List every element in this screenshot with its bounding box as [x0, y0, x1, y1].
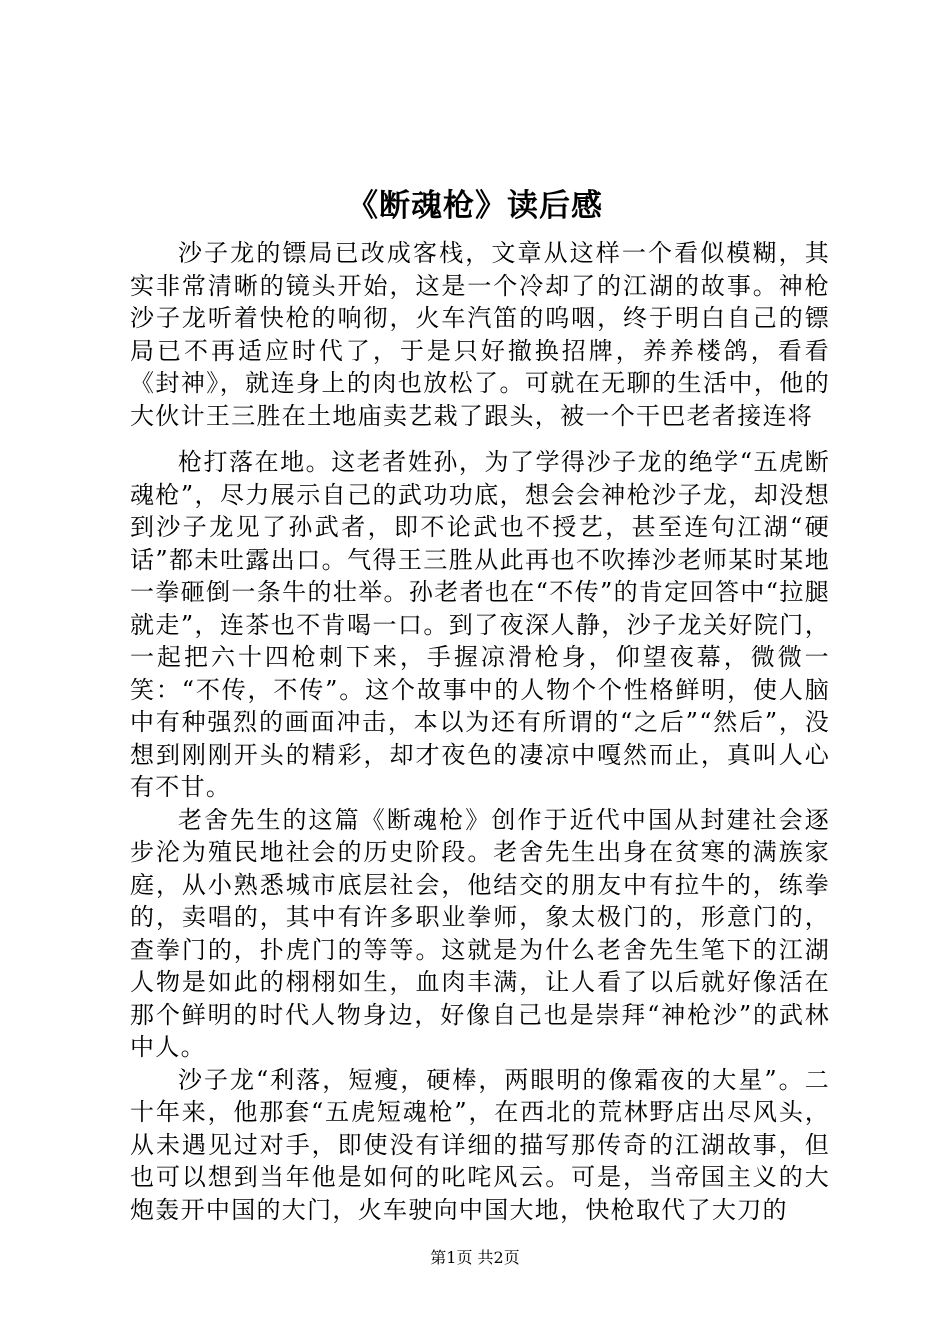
paragraph-1: 沙子龙的镖局已改成客栈，文章从这样一个看似模糊，其实非常清晰的镜头开始，这是一个冷却了的江湖的故事。神枪沙子龙听着快枪的响彻，火车汽笛的呜咽，终于明白自己的镖局已不再适应时代了，于是只好撤换招牌，养养楼鸽，看看《封神》，就连身上的肉也放松了。可就在无聊的生活中，他的大伙计王三胜在土地庙卖艺栽了跟头，被一个干巴老者接连将 — [130, 239, 830, 430]
paragraph-3: 老舍先生的这篇《断魂枪》创作于近代中国从封建社会逐步沦为殖民地社会的历史阶段。老舍先生出身在贫寒的满族家庭，从小熟悉城市底层社会，他结交的朋友中有拉牛的，练拳的，卖唱的，其中有许多职业拳师，象太极门的，形意门的，查拳门的，扑虎门的等等。这就是为什么老舍先生笔下的江湖人物是如此的栩栩如生，血肉丰满，让人看了以后就好像活在那个鲜明的时代人物身边，好像自己也是崇拜“神枪沙”的武林中人。 — [130, 805, 830, 1061]
document-title: 《断魂枪》读后感 — [347, 188, 603, 224]
page-footer: 第1页 共2页 — [430, 1248, 520, 1267]
paragraph-2: 枪打落在地。这老者姓孙，为了学得沙子龙的绝学“五虎断魂枪”，尽力展示自己的武功功底，想会会神枪沙子龙，却没想到沙子龙见了孙武者，即不论武也不授艺，甚至连句江湖“硬话”都未吐露出口。气得王三胜从此再也不吹捧沙老师某时某地一拳砸倒一条牛的壮举。孙老者也在“不传”的肯定回答中“拉腿就走”，连茶也不肯喝一口。到了夜深人静，沙子龙关好院门，一起把六十四枪刺下来，手握凉滑枪身，仰望夜幕，微微一笑：“不传，不传”。这个故事中的人物个个性格鲜明，使人脑中有种强烈的画面冲击，本以为还有所谓的“之后”“然后”，没想到刚刚开头的精彩，却才夜色的凄凉中嘎然而止，真叫人心有不甘。 — [130, 448, 830, 801]
paragraph-4: 沙子龙“利落，短瘦，硬棒，两眼明的像霜夜的大星”。二十年来，他那套“五虎短魂枪”，在西北的荒林野店出尽风头，从未遇见过对手，即使没有详细的描写那传奇的江湖故事，但也可以想到当年他是如何的叱咤风云。可是，当帝国主义的大炮轰开中国的大门，火车驶向中国大地，快枪取代了大刀的 — [130, 1065, 830, 1224]
document-body — [130, 237, 830, 1226]
